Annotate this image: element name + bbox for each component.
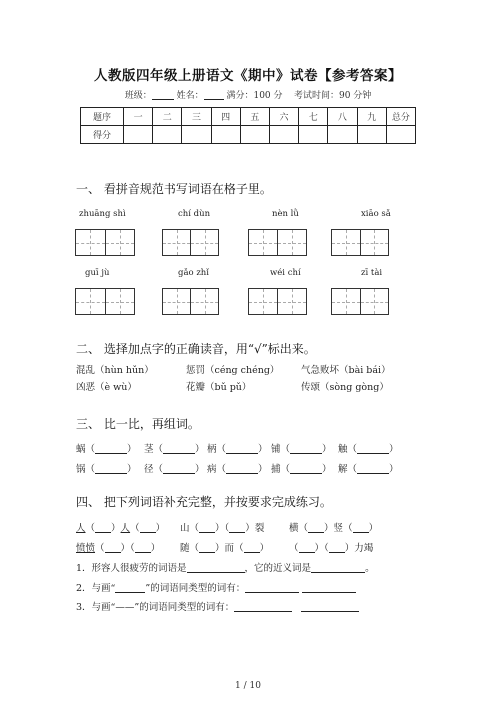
idiom-char: 随: [180, 543, 190, 554]
score-cell[interactable]: [386, 126, 415, 144]
paren: ）: [195, 464, 205, 475]
score-cell[interactable]: [153, 126, 182, 144]
idiom-4: 愤愤（ ）（ ）: [76, 543, 161, 554]
paren: ）: [389, 444, 399, 455]
answer-blank[interactable]: [95, 464, 127, 474]
name-blank: [204, 90, 224, 100]
paren: ）: [127, 464, 137, 475]
page-number: 1 / 10: [235, 681, 261, 691]
pinyin-5: guī jù: [85, 268, 110, 278]
idiom-blank[interactable]: [353, 523, 369, 533]
score-col: 四: [211, 108, 240, 126]
compare-item: [76, 441, 137, 455]
writing-grid[interactable]: [248, 288, 307, 315]
answer-blank[interactable]: [234, 602, 292, 612]
score-cell[interactable]: [357, 126, 386, 144]
pinyin-7: wéi chí: [270, 268, 301, 278]
marker-blank: [115, 583, 145, 593]
idiom-char: 山: [180, 523, 190, 534]
answer-blank[interactable]: [163, 444, 195, 454]
answer-blank[interactable]: [226, 464, 258, 474]
idiom-blank[interactable]: [308, 523, 324, 533]
compare-item: [144, 461, 205, 475]
idiom-3: 横（ ）竖（ ）: [289, 523, 379, 534]
idiom-blank[interactable]: [229, 523, 245, 533]
pinyin-3: nèn lǜ: [272, 209, 299, 219]
answer-blank[interactable]: [95, 444, 127, 454]
q1-text: 1．形容人很疲劳的词语是: [76, 563, 187, 574]
score-col: 六: [269, 108, 298, 126]
writing-grid[interactable]: [331, 229, 389, 256]
idiom-char: 裂: [254, 523, 265, 534]
score-cell[interactable]: [328, 126, 357, 144]
compare-item: [144, 441, 205, 455]
writing-grid[interactable]: [162, 229, 219, 256]
writing-grid[interactable]: [75, 288, 135, 315]
score-col: 九: [357, 108, 386, 126]
section2-heading: 二、 选择加点字的正确读音，用“√”标出来。: [76, 342, 316, 356]
idiom-char: 愤愤: [76, 543, 96, 554]
paren: ）: [322, 464, 332, 475]
pronunciation-item[interactable]: 凶恶（è wù）: [76, 382, 137, 393]
question-3: [76, 599, 359, 613]
char: 铺（: [271, 444, 291, 455]
answer-blank[interactable]: [302, 583, 356, 593]
score-col: 三: [182, 108, 211, 126]
score-cell[interactable]: [299, 126, 328, 144]
score-cell[interactable]: [269, 126, 298, 144]
idiom-char: 而: [224, 543, 235, 554]
compare-item: [338, 441, 399, 455]
compare-item: [271, 461, 332, 475]
pinyin-4: xiāo sǎ: [361, 209, 391, 219]
answer-blank[interactable]: [357, 464, 389, 474]
pronunciation-item[interactable]: 传颂（sòng gòng）: [301, 382, 389, 393]
answer-blank[interactable]: [226, 444, 258, 454]
class-blank: [152, 90, 174, 100]
pronunciation-item[interactable]: 惩罚（céng chéng）: [186, 365, 280, 376]
idiom-2: 山（ ）（ ）裂: [180, 523, 265, 534]
idiom-blank[interactable]: [329, 543, 345, 553]
section1-heading: 一、 看拼音规范书写词语在格子里。: [76, 182, 272, 196]
q1-mid-text: ，它的近义词是: [244, 563, 312, 574]
idiom-blank[interactable]: [199, 523, 215, 533]
answer-blank[interactable]: [357, 444, 389, 454]
answer-blank[interactable]: [187, 563, 245, 573]
pronunciation-item[interactable]: 气急败坏（bài bái）: [301, 365, 391, 376]
score-header-row: [81, 108, 416, 126]
char: 蜗（: [76, 444, 96, 455]
idiom-char: 人: [120, 523, 131, 534]
score-col: 八: [328, 108, 357, 126]
class-label: 班级：: [124, 91, 152, 101]
char: 捕（: [271, 464, 291, 475]
answer-blank[interactable]: [290, 464, 322, 474]
compare-item: [207, 461, 268, 475]
writing-grid[interactable]: [162, 288, 219, 315]
pinyin-1: zhuāng shì: [79, 209, 126, 219]
compare-item: [76, 461, 137, 475]
answer-blank[interactable]: [290, 444, 322, 454]
section4-heading: 四、 把下列词语补充完整，并按要求完成练习。: [76, 495, 332, 509]
compare-item: [271, 441, 332, 455]
compare-item: [207, 441, 268, 455]
char: 解（: [338, 464, 358, 475]
question-2: [76, 580, 356, 594]
score-table: [80, 107, 416, 144]
score-cell[interactable]: [211, 126, 240, 144]
char: 茎（: [144, 444, 164, 455]
paren: ）: [389, 464, 399, 475]
pinyin-6: gǎo zhǐ: [178, 268, 209, 278]
exam-title: 人教版四年级上册语文《期中》试卷【参考答案】: [94, 68, 402, 84]
score-col: 五: [240, 108, 269, 126]
idiom-char: 竖: [333, 523, 344, 534]
pinyin-2: chí dùn: [178, 209, 211, 219]
idiom-5: 随（ ）而（ ）: [180, 543, 270, 554]
pronunciation-item[interactable]: 花瓣（bǔ pǔ）: [186, 382, 252, 393]
pronunciation-item[interactable]: 混乱（hùn hǔn）: [76, 365, 154, 376]
char: 径（: [144, 464, 164, 475]
paren: ）: [127, 444, 137, 455]
q1-end: 。: [365, 563, 375, 574]
idiom-char: 横: [289, 523, 299, 534]
answer-blank[interactable]: [311, 563, 365, 573]
answer-blank[interactable]: [301, 602, 359, 612]
idiom-1: 人（ ）人（ ）: [76, 523, 166, 534]
score-col: 总分: [386, 108, 415, 126]
score-col: 二: [153, 108, 182, 126]
idiom-blank[interactable]: [140, 523, 156, 533]
pinyin-8: zī tài: [361, 268, 383, 278]
idiom-blank[interactable]: [199, 543, 215, 553]
q2-text: 2．与画“: [76, 583, 116, 594]
q2-text-end: ”的词语同类型的词有：: [145, 583, 246, 594]
idiom-blank[interactable]: [95, 523, 111, 533]
idiom-blank[interactable]: [135, 543, 151, 553]
char: 锅（: [76, 464, 96, 475]
score-value-row: [81, 126, 416, 144]
char: 病（: [207, 464, 227, 475]
paren: ）: [195, 444, 205, 455]
answer-blank[interactable]: [245, 583, 299, 593]
score-cell[interactable]: [240, 126, 269, 144]
idiom-char: 力竭: [354, 543, 374, 554]
char: 触（: [338, 444, 358, 455]
idiom-6: （ ）（ ）力竭: [289, 543, 374, 554]
exam-time: 考试时间：90 分钟: [293, 91, 372, 101]
paren: ）: [258, 464, 268, 475]
score-row-label: 得分: [81, 126, 124, 144]
writing-grid[interactable]: [248, 229, 307, 256]
idiom-char: 人: [76, 523, 86, 534]
score-cell[interactable]: [124, 126, 153, 144]
idiom-blank[interactable]: [244, 543, 260, 553]
answer-blank[interactable]: [163, 464, 195, 474]
section3-heading: 三、 比一比，再组词。: [76, 417, 200, 431]
score-col: 一: [124, 108, 153, 126]
q3-text: 3．与画“——”的词语同类型的词有：: [76, 602, 235, 613]
compare-item: [338, 461, 399, 475]
paren: ）: [322, 444, 332, 455]
idiom-blank[interactable]: [299, 543, 315, 553]
writing-grid[interactable]: [75, 229, 135, 256]
char: 柄（: [207, 444, 227, 455]
score-cell[interactable]: [182, 126, 211, 144]
score-col: 题序: [81, 108, 124, 126]
name-label: 姓名：: [176, 91, 204, 101]
idiom-blank[interactable]: [105, 543, 121, 553]
paren: ）: [258, 444, 268, 455]
exam-info: [0, 88, 496, 101]
writing-grid[interactable]: [331, 288, 389, 315]
full-score: 满分：100 分: [226, 91, 283, 101]
question-1: [76, 560, 375, 574]
score-col: 七: [299, 108, 328, 126]
